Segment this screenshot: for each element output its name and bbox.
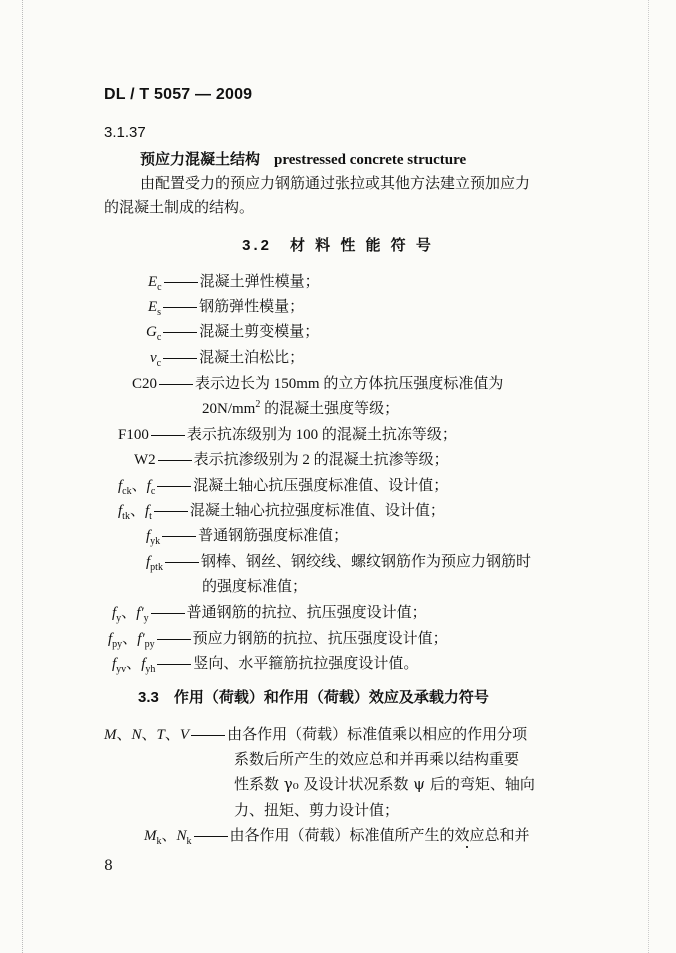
mntv-desc-2: 系数后所产生的效应总和并再乘以结构重要 — [234, 750, 520, 768]
mntv-desc-3: 性系数 γ₀ 及设计状况系数 ψ 后的弯矩、轴向 — [234, 775, 535, 793]
symbol-fpy-desc: 预应力钢筋的抗拉、抗压强度设计值； — [192, 631, 448, 647]
symbol-fy: $f_y$、$f'_y$ 普通钢筋的抗拉、抗压强度设计值； — [112, 605, 427, 624]
symbol-w2 — [134, 448, 449, 469]
symbol-ftk-desc: 混凝土轴心抗拉强度标准值、设计值； — [189, 503, 445, 519]
term-en: prestressed concrete structure — [274, 152, 467, 168]
standard-code-header: DL / T 5057 — 2009 — [104, 86, 253, 103]
symbol-ec-desc: 混凝土弹性模量； — [199, 274, 320, 290]
symbol-c20-desc-1: 表示边长为 150mm 的立方体抗压强度标准值为 — [195, 376, 504, 392]
symbol-fck-desc: 混凝土轴心抗压强度标准值、设计值； — [193, 478, 449, 494]
mntv-desc-1: 由各作用（荷载）标准值乘以相应的作用分项 — [227, 727, 528, 743]
symbol-fck-fc: $f_{ck}$、$f_c$ 混凝土轴心抗压强度标准值、设计值； — [118, 478, 449, 497]
section-3-3-title: 3.3 作用（荷载）和作用（荷载）效应及承载力符号 — [138, 689, 489, 706]
symbol-f100-desc: 表示抗冻级别为 100 的混凝土抗冻等级； — [186, 427, 457, 443]
symbol-c20 — [132, 372, 503, 393]
symbol-fptk: $f_{ptk}$ 钢棒、钢丝、钢绞线、螺纹钢筋作为预应力钢筋时 — [146, 554, 531, 573]
symbol-es: $E_s$ 钢筋弹性模量； — [148, 299, 305, 318]
symbol-mk-nk: $M_k$、$N_k$ 由各作用（荷载）标准值所产生的效应总和并 — [144, 828, 530, 847]
page-number: 8 — [104, 858, 113, 874]
symbol-fy-desc: 普通钢筋的抗拉、抗压强度设计值； — [186, 605, 427, 621]
symbol-fyv-fyh: $f_{yv}$、$f_{yh}$ 竖向、水平箍筋抗拉强度设计值。 — [112, 656, 419, 675]
mntv-desc-4: 力、扭矩、剪力设计值； — [234, 801, 400, 819]
symbol-vc-desc: 混凝土泊松比； — [199, 350, 305, 366]
symbol-ftk-ft: $f_{tk}$、$f_t$ 混凝土轴心抗拉强度标准值、设计值； — [118, 503, 445, 522]
scan-edge-right — [648, 0, 650, 953]
term-cn: 预应力混凝土结构 — [140, 150, 261, 168]
symbol-gc: $G_c$ 混凝土剪变模量； — [146, 324, 320, 343]
clause-number: 3.1.37 — [104, 124, 146, 141]
mk-desc-1: 由各作用（荷载）标准值所产生的效应总和并 — [229, 828, 530, 844]
symbol-fyk: $f_{yk}$ 普通钢筋强度标准值； — [146, 528, 349, 547]
c20-desc-2: 的混凝土强度等级； — [260, 401, 400, 417]
c20-unit: 20N/mm — [202, 401, 256, 417]
symbol-c20-line-2 — [202, 397, 399, 418]
definition-line-2: 的混凝土制成的结构。 — [104, 198, 255, 216]
symbol-fpy: $f_{py}$、$f'_{py}$ 预应力钢筋的抗拉、抗压强度设计值； — [108, 631, 448, 650]
c20-unit-sup: 2 — [255, 399, 261, 410]
term-heading — [140, 148, 466, 169]
symbol-fptk-line-2: 的强度标准值； — [202, 579, 308, 595]
symbol-f100 — [118, 423, 457, 444]
scan-speck — [466, 846, 468, 848]
symbol-fyv-desc: 竖向、水平箍筋抗拉强度设计值。 — [193, 656, 419, 672]
symbol-f100-label: F100 — [118, 427, 149, 443]
symbol-w2-label: W2 — [134, 452, 156, 468]
symbol-ec: $E_c$ 混凝土弹性模量； — [148, 274, 320, 293]
symbol-m-n-t-v: M、N、T、V 由各作用（荷载）标准值乘以相应的作用分项 — [104, 727, 528, 743]
symbol-fyk-desc: 普通钢筋强度标准值； — [198, 528, 349, 544]
symbol-vc: $\nu_c$ 混凝土泊松比； — [150, 350, 305, 369]
definition-line-1: 由配置受力的预应力钢筋通过张拉或其他方法建立预加应力 — [140, 174, 531, 192]
scan-edge-left — [22, 0, 24, 953]
symbol-c20-label: C20 — [132, 376, 158, 392]
symbol-es-desc: 钢筋弹性模量； — [199, 299, 305, 315]
symbol-fptk-desc-1: 钢棒、钢丝、钢绞线、螺纹钢筋作为预应力钢筋时 — [200, 554, 531, 570]
symbol-w2-desc: 表示抗渗级别为 2 的混凝土抗渗等级； — [193, 452, 449, 468]
symbol-gc-desc: 混凝土剪变模量； — [199, 324, 320, 340]
section-3-2-title: 3.2 材 料 性 能 符 号 — [242, 237, 434, 254]
